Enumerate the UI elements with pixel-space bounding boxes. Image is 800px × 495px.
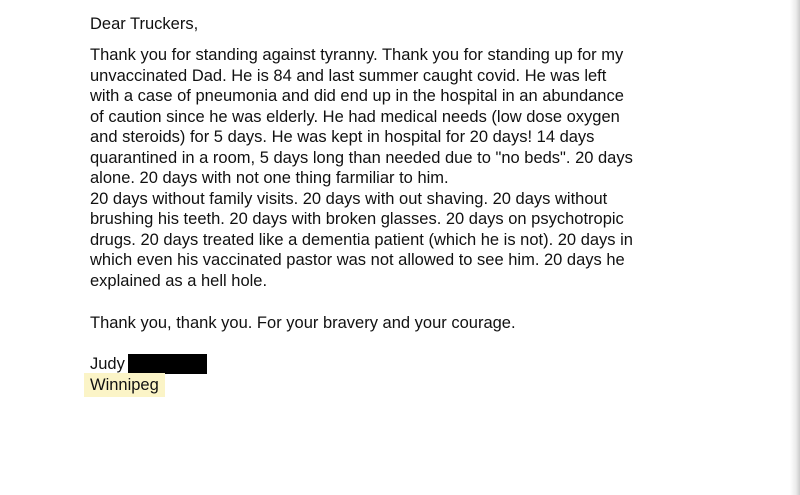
letter-body: [90, 45, 633, 291]
closing-line: Thank you, thank you. For your bravery and your courage.: [90, 314, 516, 332]
page-edge-shadow: [790, 0, 800, 495]
body-line: alone. 20 days with not one thing farmiliar to him.: [90, 169, 449, 187]
body-line: which even his vaccinated pastor was not allowed to see him. 20 days he: [90, 251, 625, 269]
body-line: Thank you for standing against tyranny. Thank you for standing up for my: [90, 46, 624, 64]
body-line: explained as a hell hole.: [90, 271, 268, 290]
body-line: and steroids) for 5 days. He was kept in hospital for 20 days! 14 days: [90, 128, 595, 146]
body-line: with a case of pneumonia and did end up in the hospital in an abundance: [90, 87, 624, 105]
redaction-bar: [128, 354, 207, 374]
body-line: brushing his teeth. 20 days with broken glasses. 20 days on psychotropic: [90, 210, 624, 228]
body-line: unvaccinated Dad. He is 84 and last summer caught covid. He was left: [90, 66, 607, 85]
body-line: quarantined in a room, 5 days long than needed due to "no beds". 20 days: [90, 148, 633, 167]
signature: [90, 354, 207, 374]
location-text: Winnipeg: [90, 375, 159, 394]
location-highlighted: [84, 373, 165, 397]
salutation: Dear Truckers,: [90, 15, 199, 33]
body-line: 20 days without family visits. 20 days with out shaving. 20 days without: [90, 189, 608, 208]
body-line: drugs. 20 days treated like a dementia patient (which he is not). 20 days in: [90, 230, 633, 249]
signature-name: Judy: [90, 354, 125, 373]
body-line: of caution since he was elderly. He had medical needs (low dose oxygen: [90, 107, 620, 126]
